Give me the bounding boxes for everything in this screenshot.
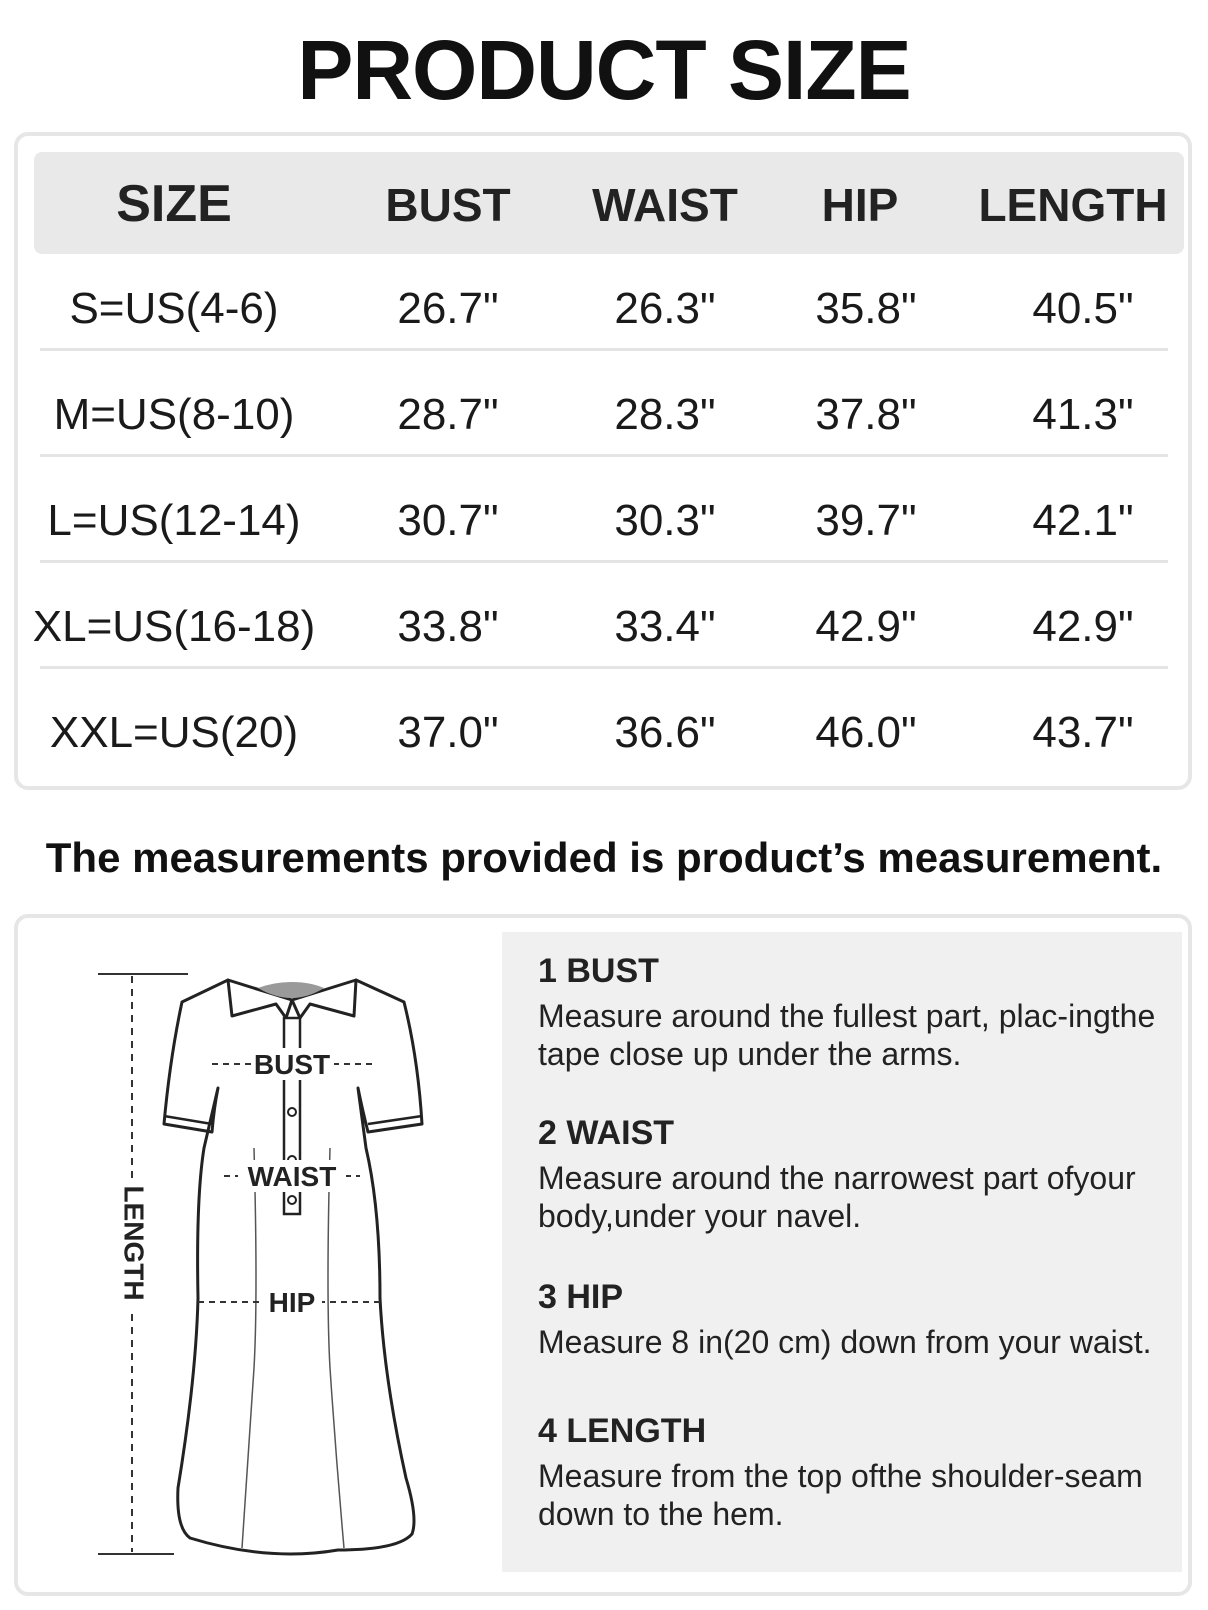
dress-illustration xyxy=(78,938,478,1578)
bust-label: BUST xyxy=(253,1049,331,1080)
table-row xyxy=(18,360,1188,468)
row-divider xyxy=(40,454,1168,457)
waist-cell: 33.4" xyxy=(614,602,716,651)
length-instruction xyxy=(538,1412,1158,1533)
waist-label: WAIST xyxy=(247,1161,337,1192)
bust-cell: 30.7" xyxy=(397,496,499,545)
length-cell: 41.3" xyxy=(1032,390,1134,439)
size-cell: S=US(4-6) xyxy=(69,284,279,333)
button xyxy=(288,1108,296,1116)
row-divider xyxy=(40,560,1168,563)
hip-instruction-title: 3 HIP xyxy=(538,1278,624,1316)
bust-instruction-title: 1 BUST xyxy=(538,952,659,990)
button xyxy=(288,1196,296,1204)
waist-cell: 30.3" xyxy=(614,496,716,545)
measurement-note: The measurements provided is product’s measurement. xyxy=(45,834,1163,881)
length-instruction-text: Measure from the top ofthe shoulder-seam down to the hem. xyxy=(538,1458,1143,1532)
length-cell: 42.9" xyxy=(1032,602,1134,651)
header-hip: HIP xyxy=(821,179,899,231)
row-divider xyxy=(40,666,1168,669)
hip-cell: 35.8" xyxy=(815,284,917,333)
length-cell: 42.1" xyxy=(1032,496,1134,545)
hip-cell: 42.9" xyxy=(815,602,917,651)
header-bust: BUST xyxy=(385,179,511,231)
header-size: SIZE xyxy=(116,175,232,233)
length-label: LENGTH xyxy=(118,1185,150,1301)
page-title: PRODUCT SIZE xyxy=(297,23,911,117)
table-header xyxy=(34,152,1184,254)
hip-cell: 39.7" xyxy=(815,496,917,545)
hip-cell: 46.0" xyxy=(815,708,917,757)
waist-instruction-text: Measure around the narrowest part ofyour body,under your navel. xyxy=(538,1160,1136,1234)
length-cell: 43.7" xyxy=(1032,708,1134,757)
size-table xyxy=(14,132,1192,790)
hip-cell: 37.8" xyxy=(815,390,917,439)
size-cell: XL=US(16-18) xyxy=(32,602,316,651)
header-waist: WAIST xyxy=(592,179,738,231)
measure-guide xyxy=(14,914,1192,1596)
waist-instruction xyxy=(538,1114,1158,1235)
waist-instruction-title: 2 WAIST xyxy=(538,1114,675,1152)
bust-cell: 26.7" xyxy=(397,284,499,333)
waist-cell: 36.6" xyxy=(614,708,716,757)
size-cell: XXL=US(20) xyxy=(49,708,299,757)
hip-label: HIP xyxy=(268,1287,316,1318)
bust-cell: 37.0" xyxy=(397,708,499,757)
length-instruction-title: 4 LENGTH xyxy=(538,1412,707,1450)
table-row xyxy=(18,678,1188,786)
measure-instructions xyxy=(502,932,1182,1572)
hip-instruction xyxy=(538,1278,1158,1361)
table-row xyxy=(18,466,1188,574)
bust-instruction-text: Measure around the fullest part, plac-ingthe tape close up under the arms. xyxy=(538,998,1156,1072)
waist-cell: 28.3" xyxy=(614,390,716,439)
size-cell: M=US(8-10) xyxy=(53,390,295,439)
hip-instruction-text: Measure 8 in(20 cm) down from your waist. xyxy=(538,1324,1152,1360)
length-cell: 40.5" xyxy=(1032,284,1134,333)
table-row xyxy=(18,572,1188,680)
waist-cell: 26.3" xyxy=(614,284,716,333)
dress-diagram xyxy=(78,938,478,1578)
bust-cell: 28.7" xyxy=(397,390,499,439)
table-row xyxy=(18,254,1188,362)
row-divider xyxy=(40,348,1168,351)
size-cell: L=US(12-14) xyxy=(47,496,301,545)
header-length: LENGTH xyxy=(978,179,1168,231)
bust-cell: 33.8" xyxy=(397,602,499,651)
bust-instruction xyxy=(538,952,1158,1073)
